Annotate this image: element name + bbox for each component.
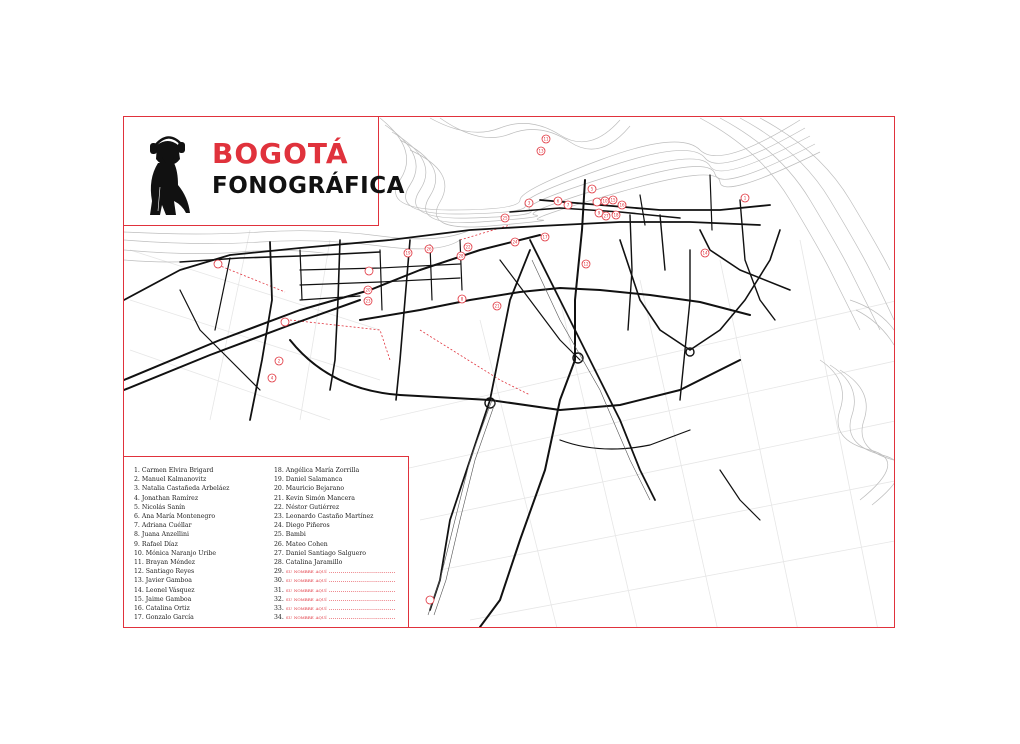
legend-blank-text: su nombre aquí — [285, 577, 327, 585]
title-box — [123, 116, 405, 226]
legend-blank-number: 34. — [274, 614, 286, 622]
legend-item: 3. Natalia Castañeda Arbeláez — [134, 485, 230, 493]
legend-column-2 — [274, 466, 396, 622]
svg-text:27: 27 — [603, 213, 609, 219]
legend-item: 4. Jonathan Ramírez — [134, 494, 199, 502]
legend-item: 23. Leonardo Castaño Martínez — [274, 513, 374, 521]
legend-blank-text: su nombre aquí — [285, 614, 327, 622]
svg-text:18: 18 — [613, 212, 619, 218]
svg-text:5: 5 — [590, 186, 594, 192]
legend-item: 24. Diego Piñeros — [274, 522, 330, 530]
legend-item: 15. Jaime Gamboa — [134, 595, 192, 603]
legend-blank-text: su nombre aquí — [285, 605, 327, 613]
legend-item: 10. Mónica Naranjo Uribe — [134, 549, 217, 557]
svg-text:11: 11 — [543, 136, 549, 142]
legend-item: 11. Brayan Méndez — [134, 559, 196, 567]
svg-text:12: 12 — [583, 261, 589, 267]
legend-column-1 — [134, 466, 229, 622]
legend-item: 8. Juana Anzellini — [134, 531, 189, 539]
svg-text:19: 19 — [405, 250, 411, 256]
legend-blank-item — [274, 595, 396, 604]
svg-text:7: 7 — [566, 202, 570, 208]
legend-item: 5. Nicolás Sanín — [134, 503, 186, 511]
legend-item: 20. Mauricio Bejarano — [274, 485, 345, 493]
svg-text:20: 20 — [365, 287, 371, 293]
svg-text:23: 23 — [365, 298, 371, 304]
svg-text:28: 28 — [458, 253, 464, 259]
svg-text:14: 14 — [702, 250, 708, 256]
legend-item: 9. Rafael Díaz — [134, 540, 178, 548]
legend-blank-text: su nombre aquí — [285, 595, 327, 603]
legend-blank-text: su nombre aquí — [285, 586, 327, 594]
legend-item: 28. Catalina Jaramillo — [274, 559, 343, 567]
svg-text:2: 2 — [277, 358, 281, 364]
legend-blank-number: 29. — [274, 568, 286, 576]
svg-text:8: 8 — [460, 296, 464, 302]
legend-blank-number: 33. — [274, 605, 286, 613]
svg-text:24: 24 — [512, 239, 518, 245]
svg-text:10: 10 — [602, 198, 608, 204]
legend-item: 7. Adriana Cuéllar — [134, 522, 192, 530]
legend-blank-dots: .................................. — [326, 577, 396, 585]
legend-item: 18. Angélica María Zorrilla — [274, 467, 360, 474]
legend-blank-dots: .................................. — [326, 605, 396, 613]
svg-text:25: 25 — [502, 215, 508, 221]
svg-text:4: 4 — [270, 375, 274, 381]
legend-item: 2. Manuel Kalmanovitz — [134, 476, 207, 484]
legend-item: 1. Carmen Elvira Brigard — [134, 467, 214, 474]
svg-text:3: 3 — [527, 200, 531, 206]
legend-item: 26. Mateo Cohen — [274, 540, 328, 548]
legend-item: 22. Néstor Gutiérrez — [274, 503, 340, 511]
legend-blank-number: 31. — [274, 586, 286, 594]
legend-blank-item — [274, 613, 396, 622]
title-line-1: BOGOTÁ — [212, 137, 349, 170]
legend-blank-number: 32. — [274, 595, 286, 603]
legend-blank-number: 30. — [274, 577, 286, 585]
legend-blank-item — [274, 604, 396, 613]
svg-text:6: 6 — [556, 198, 560, 204]
legend-box — [123, 456, 409, 628]
legend-item: 12. Santiago Reyes — [134, 568, 195, 576]
legend-item: 14. Leonel Vásquez — [134, 586, 195, 594]
svg-text:16: 16 — [619, 202, 625, 208]
legend-item: 6. Ana María Montenegro — [134, 513, 216, 521]
svg-text:1: 1 — [743, 195, 747, 201]
legend-item: 17. Gonzalo García — [134, 614, 194, 622]
dog-with-headphones-icon — [138, 127, 198, 219]
svg-text:26: 26 — [426, 246, 432, 252]
legend-item: 21. Kevin Simón Mancera — [274, 494, 355, 502]
svg-text:9: 9 — [597, 210, 601, 216]
legend-blank-item — [274, 576, 396, 585]
legend-blank-dots: .................................. — [326, 586, 396, 594]
legend-blank-text: su nombre aquí — [285, 568, 327, 576]
legend-item: 25. Bambi — [274, 531, 306, 539]
legend-blank-dots: .................................. — [326, 595, 396, 603]
title-line-2: FONOGRÁFICA — [212, 173, 405, 199]
svg-text:15: 15 — [610, 197, 616, 203]
svg-text:21: 21 — [494, 303, 500, 309]
legend-blank-item — [274, 586, 396, 595]
legend-item: 27. Daniel Santiago Salguero — [274, 549, 366, 557]
legend-blank-dots: .................................. — [326, 614, 396, 622]
legend-item: 19. Daniel Salamanca — [274, 476, 343, 484]
svg-text:22: 22 — [465, 244, 471, 250]
legend-item: 16. Catalina Ortiz — [134, 605, 190, 613]
legend-blank-dots: .................................. — [326, 568, 396, 576]
svg-text:13: 13 — [538, 148, 544, 154]
svg-text:17: 17 — [542, 234, 548, 240]
legend-item: 13. Javier Gamboa — [134, 577, 192, 585]
legend-blank-item — [274, 567, 396, 576]
